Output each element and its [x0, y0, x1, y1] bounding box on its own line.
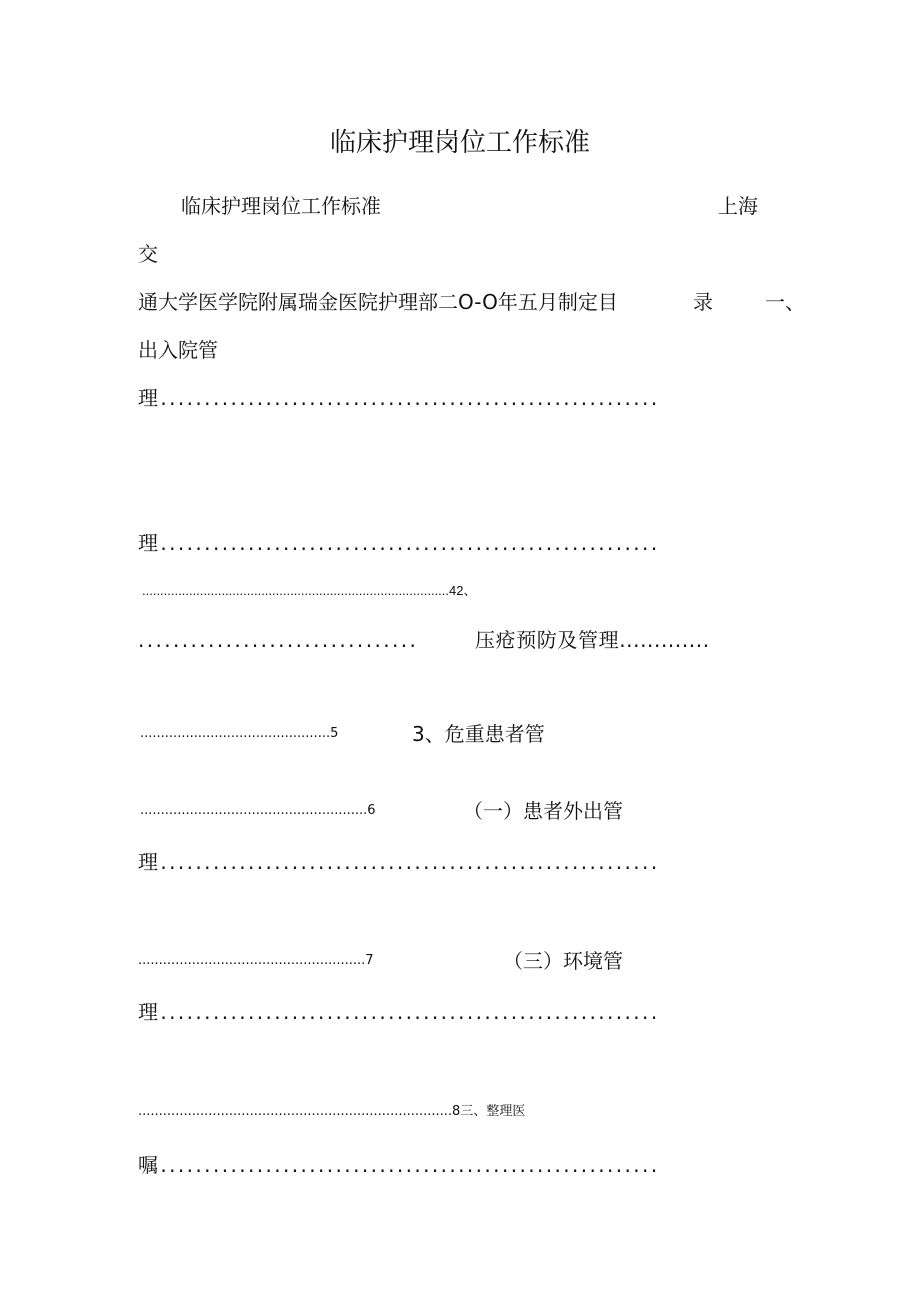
section-number: 一、 [765, 290, 805, 314]
institution-text: 通大学医学院附属瑞金医院护理部二O-O年五月制定目 [138, 290, 618, 314]
document-title: 临床护理岗位工作标准 [329, 128, 590, 158]
toc-leader-line: .......................................................6 [140, 803, 376, 818]
text-line: 交 [138, 242, 158, 266]
toc-leader-line: .....................................................................................42、 [142, 583, 477, 598]
toc-entry: 出入院管 [138, 338, 218, 362]
toc-leader-line: 理......................................................... [138, 386, 660, 410]
toc-leader-line: ............................................................................8三、整理医 [138, 1104, 526, 1119]
text-line [138, 289, 618, 315]
toc-leader-line: .......................................................7 [138, 953, 374, 968]
toc-entry: 3、危重患者管 [412, 722, 545, 746]
toc-entry: 压疮预防及管理............. [475, 628, 710, 652]
toc-entry: （一）患者外出管 [463, 799, 623, 823]
toc-entry: （三）环境管 [503, 949, 623, 973]
toc-leader-line: 理......................................................... [138, 531, 660, 555]
toc-leader-line: 嘱......................................................... [138, 1153, 660, 1177]
subtitle-text: 临床护理岗位工作标准 [181, 194, 381, 218]
toc-heading: 录 [693, 290, 713, 314]
toc-leader-line: ..............................................5 [140, 726, 339, 741]
toc-leader-line: 理......................................................... [138, 1000, 660, 1024]
toc-leader-line: 理......................................................... [138, 850, 660, 874]
toc-leader-line: ................................ [138, 628, 419, 652]
location-text: 上海 [718, 194, 758, 218]
